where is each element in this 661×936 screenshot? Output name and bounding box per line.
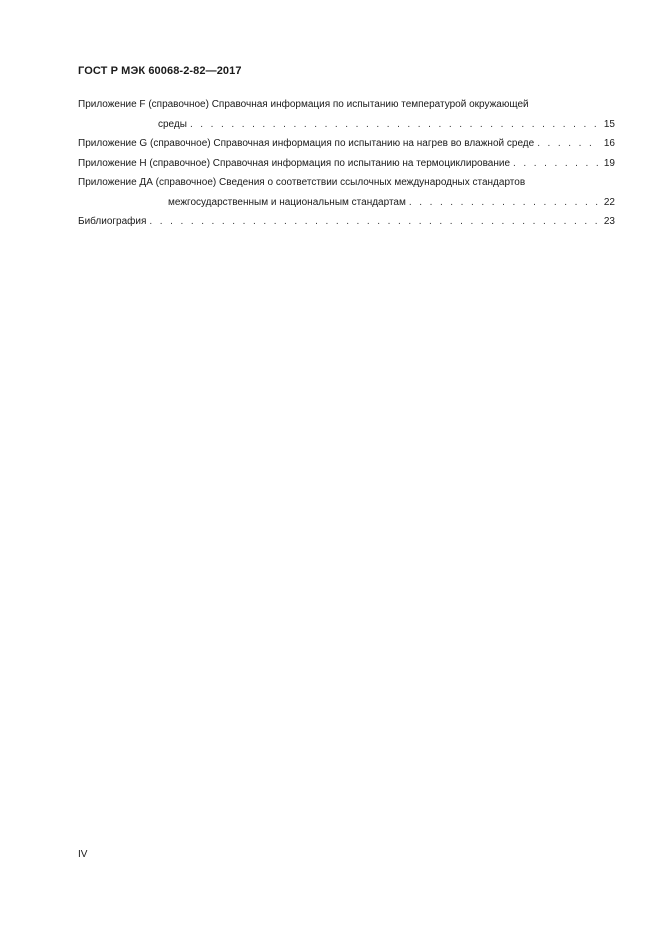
dot-leader	[513, 154, 598, 174]
toc-entry-appendix-f[interactable]	[78, 95, 615, 134]
toc-entry-title-line	[78, 95, 615, 115]
toc-entry-appendix-da[interactable]	[78, 173, 615, 212]
toc-entry-title: Библиография	[78, 216, 147, 227]
toc-entry-title-line	[78, 134, 615, 154]
toc-entry-title: Приложение F (справочное) Справочная информация по испытанию температурой окружающей	[78, 99, 529, 110]
toc-entry-title: Приложение ДА (справочное) Сведения о соответствии ссылочных международных стандартов	[78, 177, 526, 188]
toc-entry-bibliography[interactable]	[78, 212, 615, 232]
toc-entry-page-number: 22	[603, 196, 615, 208]
table-of-contents	[78, 95, 615, 232]
toc-entry-page-number: 15	[603, 118, 615, 130]
toc-entry-page-number: 23	[603, 216, 615, 227]
toc-entry-continuation-line	[78, 115, 615, 135]
toc-entry-page-number: 16	[603, 138, 615, 149]
document-header-code: ГОСТ Р МЭК 60068-2-82—2017	[78, 65, 242, 77]
toc-entry-title-line	[78, 173, 615, 193]
toc-entry-page-number: 19	[603, 157, 615, 169]
toc-entry-title-line	[78, 154, 615, 174]
toc-entry-title-continuation: среды	[158, 118, 187, 130]
toc-entry-title-continuation: межгосударственным и национальным стандартам	[168, 196, 406, 208]
toc-entry-title: Приложение G (справочное) Справочная информация по испытанию на нагрев во влажной среде	[78, 138, 535, 149]
dot-leader	[190, 115, 598, 135]
dot-leader	[149, 212, 598, 232]
toc-entry-title: Приложение H (справочное) Справочная информация по испытанию на термоциклирование	[78, 157, 511, 169]
page-number-footer: IV	[78, 849, 88, 860]
toc-entry-title-line	[78, 212, 615, 232]
dot-leader	[537, 134, 598, 154]
toc-entry-continuation-line	[78, 193, 615, 213]
dot-leader	[409, 193, 598, 213]
toc-entry-appendix-h[interactable]	[78, 154, 615, 174]
toc-entry-appendix-g[interactable]	[78, 134, 615, 154]
